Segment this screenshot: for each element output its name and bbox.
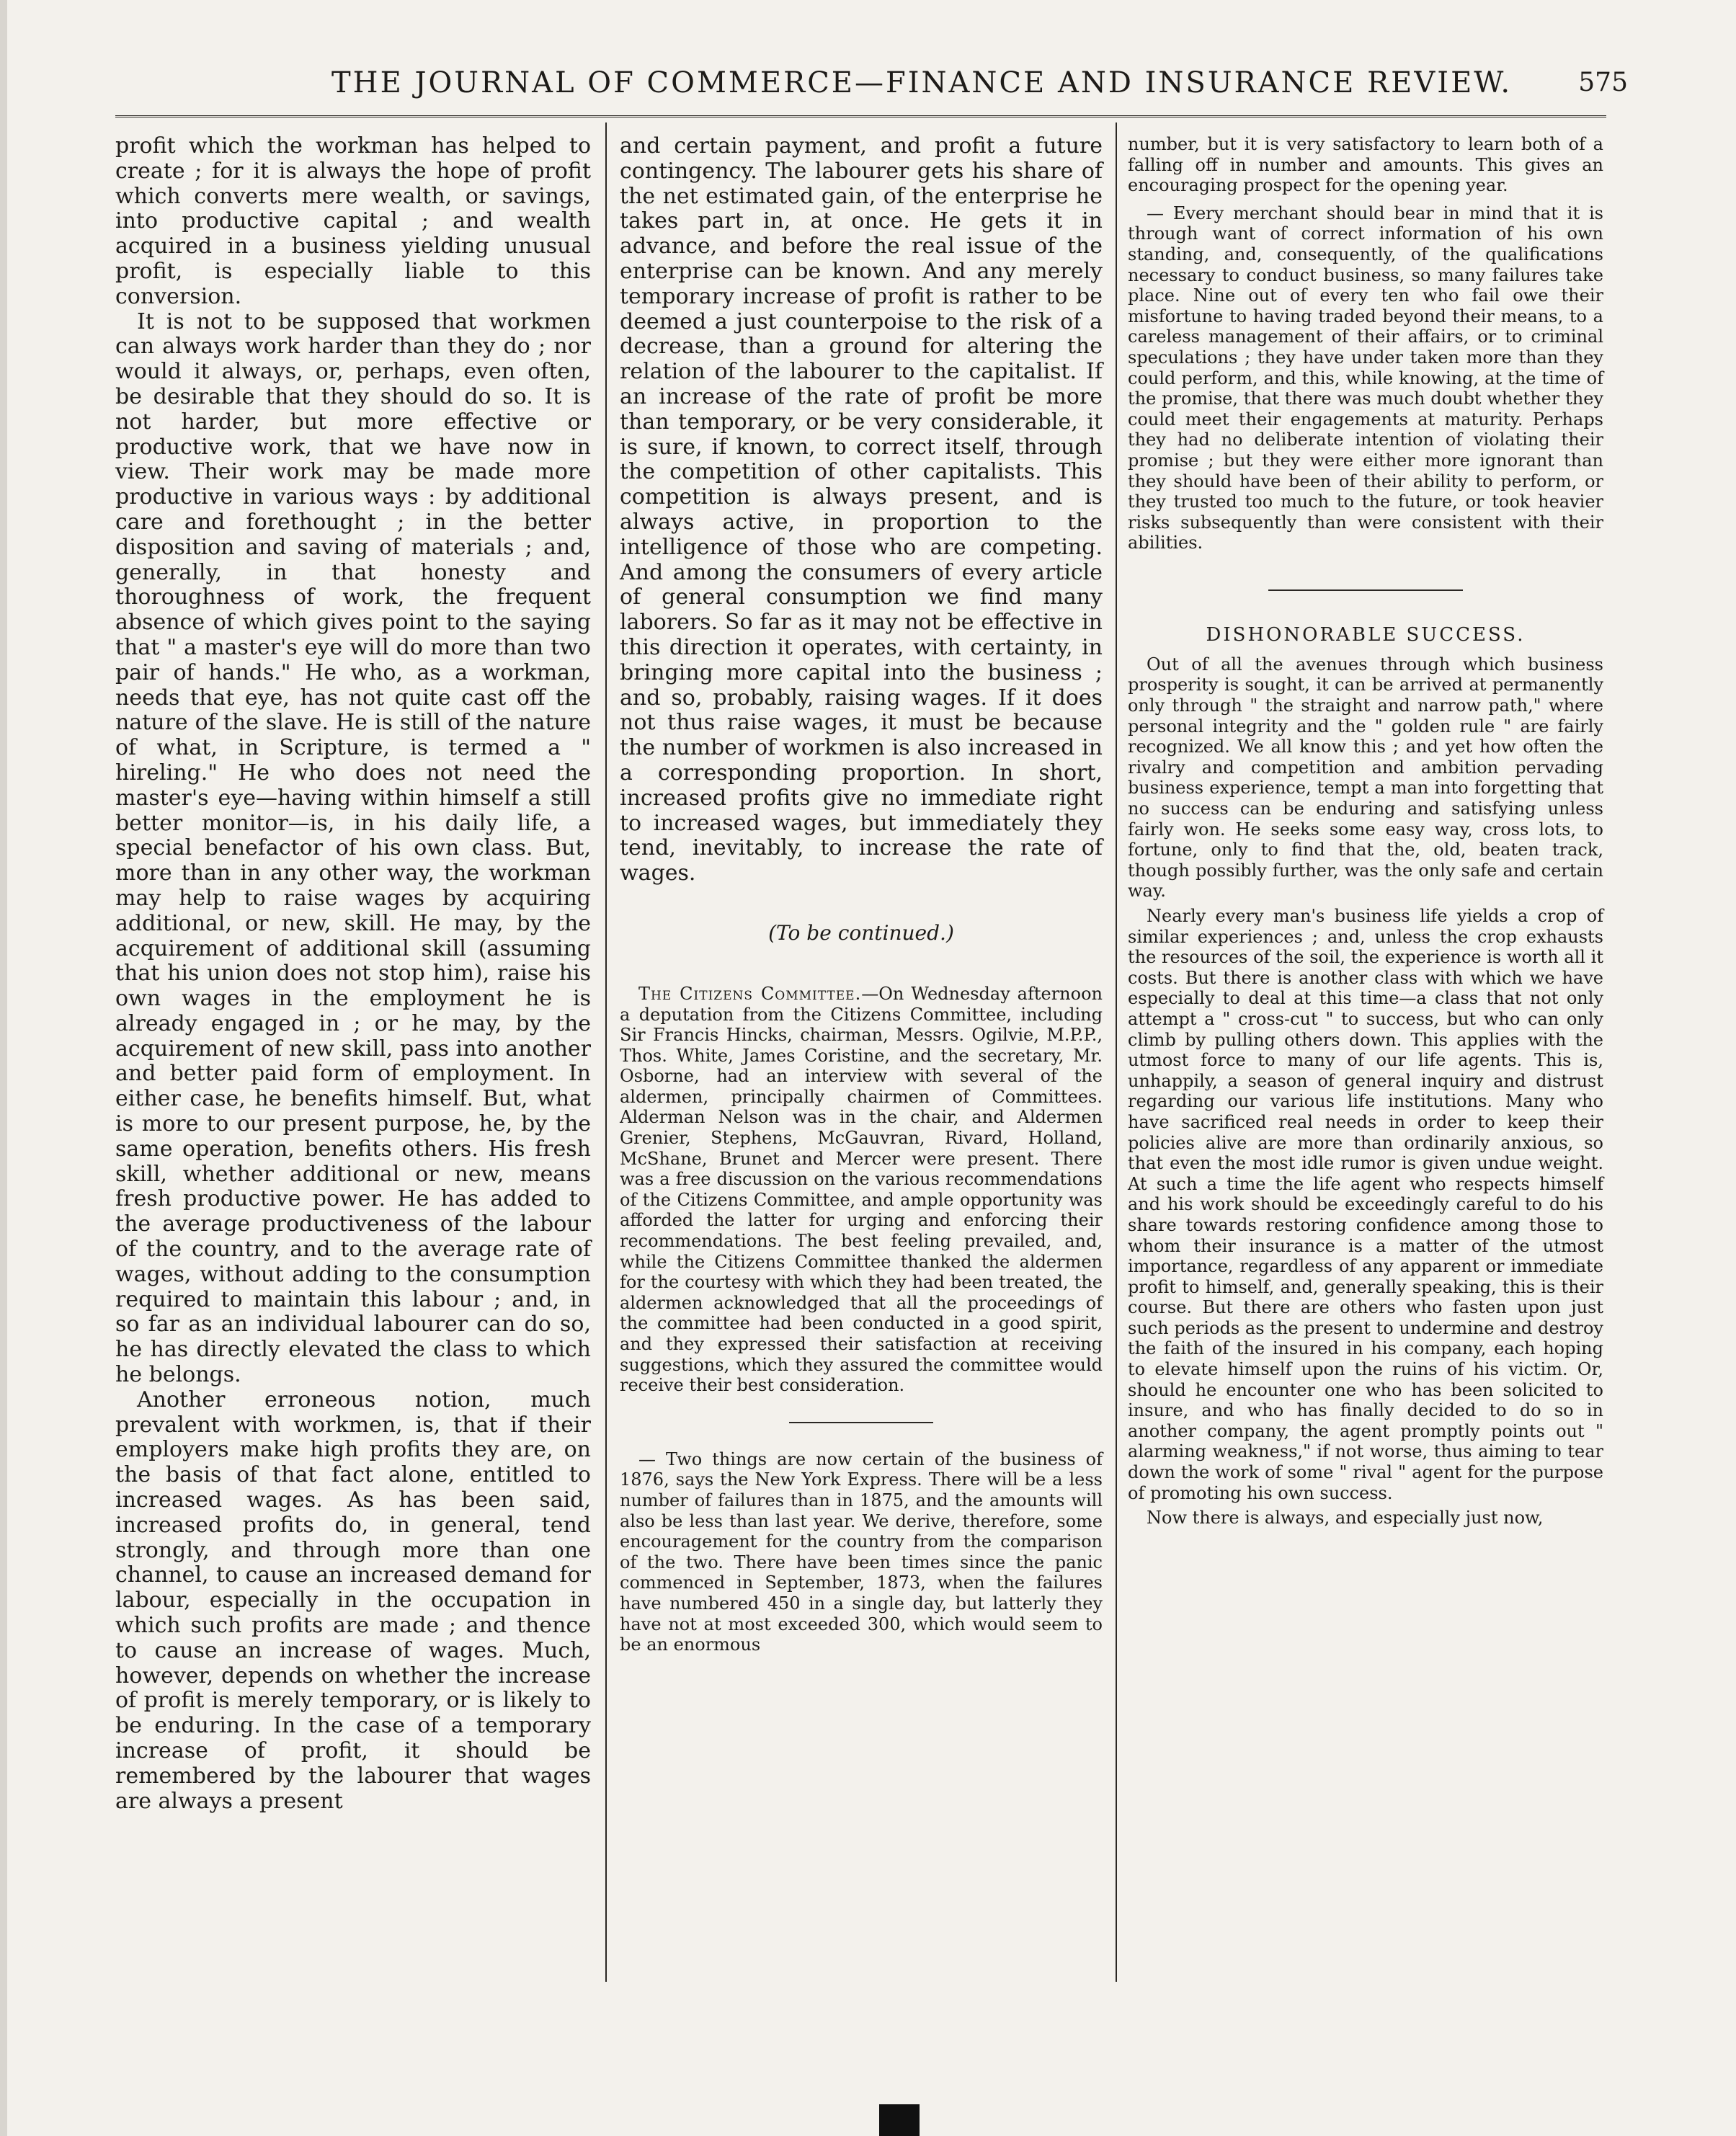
article-heading: DISHONORABLE SUCCESS. [1206, 623, 1526, 646]
page-number: 575 [1578, 68, 1628, 97]
wages-article-paragraph: It is not to be supposed that workmen can always work harder than they do ; nor would it always, or, perhaps, even often, be desirable that they should do so. It is not harder, but more effective or productive work, that we have now in view. Their work may be made more productive in various ways : by additional care and forethought ; in the better disposition and saving of materials ; and, generally, in that honesty and thoroughness of work, the frequent absence of which gives point to the saying that " a master's eye will do more than two pair of hands." He who, as a workman, needs that eye, has not quite cast off the nature of the slave. He is still of the nature of what, in Scripture, is termed a " hireling." He who does not need the master's eye—having within himself a still better monitor—is, in his daily life, a special benefactor of his own class. But, more than in any other way, the workman may help to raise wages by acquiring additional, or new, skill. He may, by the acquirement of additional skill (assuming that his union does not stop him), raise his own wages in the employment he is already engaged in ; or he may, by the acquirement of new skill, pass into another and better paid form of employment. In either case, he benefits himself. But, what is more to our present purpose, he, by the same operation, benefits others. His fresh skill, whether additional or new, means fresh productive power. He has added to the average productiveness of the labour of the country, and to the average rate of wages, without adding to the consumption required to maintain this labour ; and, in so far as an individual labourer can do so, he has directly elevated the class to which he belongs. [115, 308, 591, 1388]
failures-item-continued: number, but it is very satisfactory to learn both of a falling off in number and amounts. This gives an encouraging prospect for the opening year. [1128, 134, 1603, 196]
citizens-committee-body: —On Wednesday afternoon a deputation from the Citizens Committee, including Sir Francis Hincks, chairman, Messrs. Ogilvie, M.P.P., Thos. White, James Coristine, and the secretary, Mr. Osborne, had an interview with several of the aldermen, principally chairmen of Committees. Alderman Nelson was in the chair, and Aldermen Grenier, Stephens, McGauvran, Rivard, Holland, McShane, Brunet and Mercer were present. There was a free discussion on the various recommendations of the Citizens Committee, and ample opportunity was afforded the latter for urging and enforcing their recommendations. The best feeling prevailed, and, while the Citizens Committee thanked the aldermen for the courtesy with which they had been treated, the aldermen acknowledged that all the proceedings of the committee had been conducted in a good spirit, and they expressed their satisfaction at receiving suggestions, which they assured the committee would receive their best consideration. [620, 983, 1103, 1396]
column-1 [115, 134, 591, 1814]
header-rule [115, 115, 1606, 120]
dishonorable-success-paragraph: Nearly every man's business life yields a crop of similar experiences ; and, unless the crop exhausts the resources of the soil, the experience is worth all it costs. But there is another class with which we have especially to deal at this time—a class that not only attempt a " cross-cut " to success, but who can only climb by pulling others down. This applies with the utmost force to many of our life agents. This is, unhappily, a season of general inquiry and distrust regarding our various life institutions. Many who have sacrificed real needs in order to keep their policies alive are more than ordinarily anxious, so that even the most idle rumor is given undue weight. At such a time the life agent who respects himself and his work should be exceedingly careful to do his share towards restoring confidence among those to whom their insurance is a matter of the utmost importance, regardless of any apparent or immediate profit to himself, and, generally speaking, this is their course. But there are others who fasten upon just such periods as the present to undermine and destroy the faith of the insured in his company, each hoping to elevate himself upon the ruins of his victim. Or, should he encounter one who has been solicited to insure, and who has finally decided to do so in another company, the agent promptly points out " alarming weakness," if not worse, thus aiming to tear down the work of some " rival " agent for the purpose of promoting his own success. [1128, 906, 1603, 1503]
merchant-item: — Every merchant should bear in mind that it is through want of correct information of his own standing, and, consequently, of the qualifications necessary to conduct business, so many failures take place. Nine out of every ten who fail owe their misfortune to having traded beyond their means, to a careless management of their affairs, or to criminal speculations ; they have under taken more than they could perform, and this, while knowing, at the time of the promise, that there was much doubt whether they could meet their engagements at maturity. Perhaps they had no deliberate intention of violating their promise ; but they were either more ignorant than they should have been of their ability to perform, or they trusted too much to the future, or took heavier risks subsequently than were consistent with their abilities. [1128, 203, 1603, 553]
ink-blot [879, 2104, 920, 2136]
to-be-continued: (To be continued.) [768, 920, 954, 945]
wages-article-paragraph: profit which the workman has helped to create ; for it is always the hope of profit which converts mere wealth, or savings, into productive capital ; and wealth acquired in a business yielding unusual profit, is especially liable to this conversion. [115, 133, 591, 309]
dishonorable-success-paragraph: Now there is always, and especially just now, [1147, 1508, 1544, 1528]
citizens-committee-item [620, 984, 1103, 1396]
column-3 [1128, 134, 1603, 1528]
section-rule [1268, 589, 1463, 591]
citizens-committee-lead: The Citizens Committee. [638, 983, 862, 1004]
wages-article-paragraph: Another erroneous notion, much prevalent with workmen, is, that if their employers make high profits they are, on the basis of that fact alone, entitled to increased wages. As has been said, increased profits do, in general, tend strongly, and through more than one channel, to cause an increased demand for labour, especially in the occupation in which such profits are made ; and thence to cause an increase of wages. Much, however, depends on whether the increase of profit is merely temporary, or is likely to be enduring. In the case of a temporary increase of profit, it should be remembered by the labourer that wages are always a present [115, 1387, 591, 1814]
column-divider-2 [1116, 123, 1117, 1982]
journal-title: THE JOURNAL OF COMMERCE—FINANCE AND INSURANCE REVIEW. [331, 66, 1513, 99]
failures-item: — Two things are now certain of the business of 1876, says the New York Express. There will be a less number of failures than in 1875, and the amounts will also be less than last year. We derive, therefore, some encouragement for the country from the comparison of the two. There have been times since the panic commenced in September, 1873, when the failures have numbered 450 in a single day, but latterly they have not at most exceeded 300, which would seem to be an enormous [620, 1449, 1103, 1655]
section-rule [789, 1422, 933, 1423]
running-header [0, 66, 1736, 111]
page-edge-shadow [0, 0, 7, 2136]
column-2 [620, 134, 1103, 1655]
column-divider-1 [605, 123, 607, 1982]
wages-article-paragraph: and certain payment, and profit a future contingency. The labourer gets his share of the net estimated gain, of the enterprise he takes part in, at once. He gets it in advance, and before the real issue of the enterprise can be known. And any merely temporary increase of profit is rather to be deemed a just counterpoise to the risk of a decrease, than a ground for altering the relation of the labourer to the capitalist. If an increase of the rate of profit be more than temporary, or be very considerable, it is sure, if known, to correct itself, through the competition of other capitalists. This competition is always present, and is always active, in proportion to the intelligence of those who are competing. And among the consumers of every article of general consumption we find many laborers. So far as it may not be effective in this direction it operates, with certainty, in bringing more capital into the business ; and so, probably, raising wages. If it does not thus raise wages, it must be because the number of workmen is also increased in a corresponding proportion. In short, increased profits give no immediate right to increased wages, but immediately they tend, inevitably, to increase the rate of wages. [620, 133, 1103, 886]
dishonorable-success-paragraph: Out of all the avenues through which business prosperity is sought, it can be arrived at permanently only through " the straight and narrow path," where personal integrity and the " golden rule " are fairly recognized. We all know this ; and yet how often the rivalry and competition and ambition pervading business experience, tempt a man into forgetting that no success can be enduring and satisfying unless fairly won. He seeks some easy way, cross lots, to fortune, only to find that the, old, beaten track, though possibly further, was the only safe and certain way. [1128, 654, 1603, 902]
